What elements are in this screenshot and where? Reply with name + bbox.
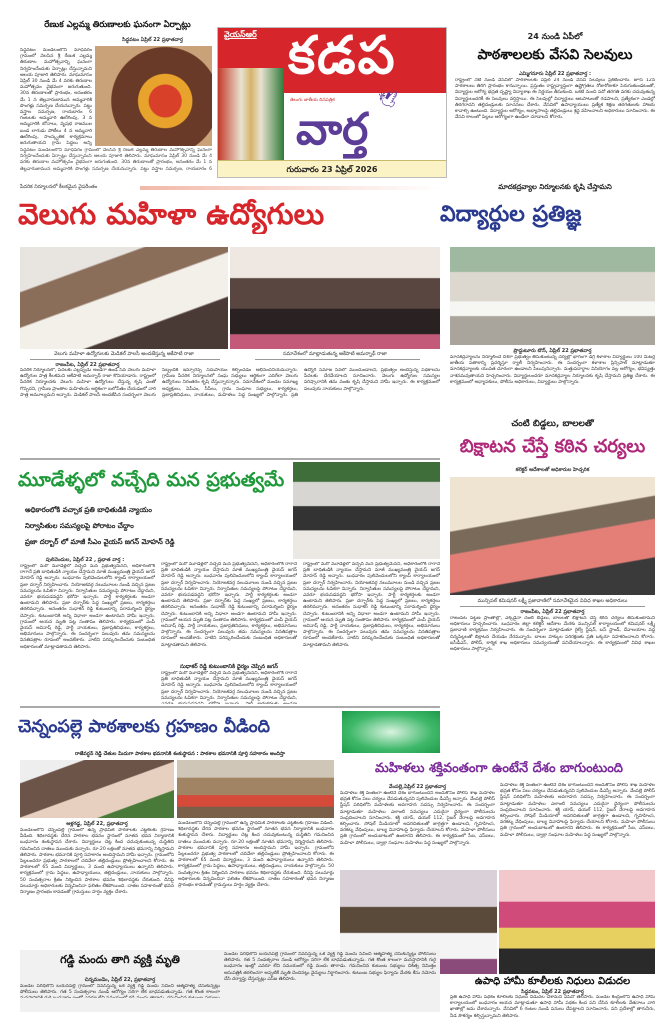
velugu-body: పేదరిక నిర్మూలనలో, పేదలకు ఎల్లప్పుడు అండగా ఉండే సేవ వెలుగు మహిళా ఉద్యోగుల పాత్ర కీలకమని ఆకేపాటి అమర్నాథ్ రాజా కొనియాడారు. రాష్ట్రంలో పేదరిక నిర్మూలనకు వెలుగు మహిళా ఉద్యోగులు చేస్తున్న కృషి ఎంతో గొప్పదని, గ్రామీణ ప్రాంతాల మహిళలను ఆర్థికంగా బలోపేతం చేయడంలో వారి పాత్ర అమూల్యమని అన్నారు. మెడికల్ పాలసీ అందజేసిన సందర్భంగా వెలుగు సిబ్బందికి ఇన్సూరెన్స్ సదుపాయం కల్పించడం అభినందనీయమన్నారు. గ్రామీణ పేదరిక నిర్మూలనలో సంఘ సభ్యులు ఆర్థికంగా ఎదిగేలా వెలుగు ఉద్యోగులు నిరంతరం కృషి చేస్తున్నారన్నారు. సమావేశంలో మండల సమాఖ్య అధ్యక్షులు, ఏపీఎం, సీసీలు, గ్రామ సంఘాల సభ్యులు, కార్యకర్తలు, ప్రజాప్రతినిధులు, నాయకులు, మహిళలు పెద్ద సంఖ్యలో పాల్గొన్నారు. ప్రతి ఉద్యోగి సమాజ సేవలో ముందుండాలని, ప్రభుత్వం అందిస్తున్న పథకాలను పేదలకు చేరవేయాలని సూచించారు. వెలుగు ఉద్యోగుల సమస్యల పరిష్కారానికి తమ వంతు కృషి చేస్తామని హామీ ఇచ్చారు. ఈ కార్యక్రమంలో పలువురు నాయకులు పాల్గొన్నారు. (20, 368, 440, 398)
dove-icon: 🕊 (378, 90, 399, 109)
women-body-col1: మహిళలు శక్తి వంతంగా ఉంటేనే దేశం బాగుంటుందని అందుకోసం పోలీస్ శాఖ మహిళల భద్రత కోసం పలు చర్యలు చేపడుతున్నదని పులివెందుల డీఎస్పీ అన్నారు. వేంపల్లె పోలీస్ స్టేషన్ పరిధిలోని మహిళలకు అవగాహన సదస్సు నిర్వహించారు. ఈ సందర్భంగా మాట్లాడుతూ మహిళలు ఎలాంటి సమస్యలు ఎదురైనా ధైర్యంగా పోలీసులను సంప్రదించాలని సూచించారు. శక్తి యాప్, డయల్ 112, సైబర్ నేరాలపై అవగాహన కల్పించారు. సోషల్ మీడియాలో అపరిచితులతో జాగ్రత్తగా ఉండాలని, గృహహింస, వరకట్న వేధింపులు, బాల్య వివాహాలపై ఫిర్యాదు చేయాలని కోరారు. మహిళా పోలీసులు ప్రతి గ్రామంలో అందుబాటులో ఉంటారని తెలిపారు. ఈ కార్యక్రమంలో సీఐ, ఎస్ఐలు, మహిళా పోలీసులు, డ్వాక్రా సంఘాల మహిళలు పెద్ద సంఖ్యలో పాల్గొన్నారు. (340, 791, 495, 846)
holidays-body: రాష్ట్రంలో నేటి నుండి వేసవిలో పాఠశాలలకు ఏప్రిల్ 24 నుండి వేసవి సెలవులు ప్రకటించారు. జూన్ 12న పాఠశాలలు తిరిగి ప్రారంభం కానున్నాయి. ప్రస్తుతం రాష్ట్రవ్యాప్తంగా ఉష్ణోగ్రతలు రోజురోజుకూ పెరుగుతుండటంతో, విద్యార్థుల ఆరోగ్య భద్రత దృష్ట్యా విద్యాశాఖ ఈ నిర్ణయం తీసుకుంది. ఒకటి నుంచి పదో తరగతి వరకు చదువుతున్న విద్యార్థులందరికీ ఈ సెలవులు వర్తిస్తాయి. ఈ సెలవుల్లో విద్యార్థులు ఆటపాటలతో గడపాలని, ప్రత్యేకంగా ఎండల్లో తిరగరాదని తల్లిదండ్రులకు సూచనలు చేశారు. వేసవిలో ఉపాధ్యాయులు ప్రత్యేక శిక్షణ తరగతులకు హాజరు కావాల్సి ఉంటుంది. విద్యార్థుల ఆరోగ్యం, అభ్యాసాలపై తల్లిదండ్రులు శ్రద్ధ వహించాలని అధికారులు సూచించారు. ఈ వేసవి కాలంలో పిల్లలు ఆరోగ్యంగా ఉండేలా చూడాలని కోరారు. (455, 78, 655, 121)
jagan-crowd-photo (293, 462, 440, 559)
jagan-body-col3: రాష్ట్రంలో మరో మూడేళ్లలో వచ్చేది మన ప్రభుత్వమేనని, అధికారంలోకి రాగానే ప్రతి బాధితుడికి న్యాయం చేస్తామని మాజీ ముఖ్యమంత్రి వైయస్ జగన్ మోహన్ రెడ్డి అన్నారు. బుధవారం పులివెందులలోని క్యాంప్ కార్యాలయంలో ప్రజా దర్బార్ నిర్వహించారు. నియోజకవర్గ నలుమూలల నుండి వచ్చిన ప్రజల సమస్యలను ఓపికగా విన్నారు. నిర్వాసితుల సమస్యలపై పోరాటం చేద్దామని, ఎవరూ భయపడవద్దని భరోసా ఇచ్చారు. పార్టీ కార్యకర్తలకు అండగా ఉంటామని తెలిపారు. ప్రజా దర్బార్‌కు పెద్ద సంఖ్యలో ప్రజలు, కార్యకర్తలు తరలివచ్చారు. అనంతరం సుధాకర్ రెడ్డి కుటుంబాన్ని పరామర్శించి ధైర్యం చెప్పారు. కుటుంబానికి అన్ని విధాలా అండగా ఉంటామని హామీ ఇచ్చారు. గ్రామంలో ఆయన మృతి పట్ల సంతాపం తెలిపారు. కార్యక్రమంలో ఎంపీ వైయస్ అవినాష్ రెడ్డి, పార్టీ నాయకులు, ప్రజాప్రతినిధులు, కార్యకర్తలు, అభిమానులు పాల్గొన్నారు. ఈ సందర్భంగా పలువురు తమ సమస్యలను వినతిపత్రాల రూపంలో అందజేశారు. వాటిని పరిష్కరించేందుకు సంబంధిత అధికారులతో మాట్లాడతామని తెలిపారు. (303, 562, 440, 648)
jagan-subhead-2: నిర్వాసితుల సమస్యలపై పోరాటం చేద్దాం (25, 522, 134, 530)
begging-caption: మున్సిపల్ కమిషనర్ లక్ష్మీ ప్రజావాణిలో సమావేశమైన వివిధ శాఖల అధికారులు (477, 598, 628, 604)
women-dateline: వేంపల్లె,ఏప్రిల్ 22 ప్రభాతవార్త (388, 784, 447, 790)
jagan-dateline: పులివెందుల, ఏప్రిల్ 22 , ప్రభాత వార్త : (45, 557, 125, 563)
renuka-body: సిద్ధవటం మండలంలోని మాధవరం గ్రామంలో వెలసిన శ్రీ రేణుక ఎల్లమ్మ తిరుణాల మహోత్సవాన్ని ఘనంగా నిర్వహించేందుకు ఏర్పాట్లు చేస్తున్నామని ఆలయ పూజారి తెలిపారు. మాఘమాసం ఏప్రిల్ 30 నుండి మే 4 వరకు తిరుణాల మహోత్సవం వైభవంగా జరుగుతుంది. 30న తిరుణాలతో ప్రారంభం, అనంతరం మే 1 న తెల్లవారుజామున అమ్మవారికి పొంగళ్లు సమర్పణ చేయనున్నారు. పట్టు వస్త్రాల సమర్పణ, రాయబారం 6 గంటలకు అమ్మవారి ఊరేగింపు, 3 న అమ్మవారికి బోనాలు, వృషభ రాజముల బండ లాగుడు పోటీలు 4 న అమ్మవారి ఊరేగింపు, సాంస్కృతిక కార్యక్రమాలు జరుగుతాయని గ్రామ పెద్దలు అన్ని (20, 48, 92, 146)
masthead-title-bottom: వార్త (296, 104, 369, 155)
velugu-caption-2: సమావేశంలో మాట్లాడుతున్న ఆకేపాటి అమర్నాథ్ రాజా (282, 351, 388, 357)
pledge-dateline: ప్రొద్దుటూరు టౌన్, ఏప్రిల్ 22 ప్రభాతవార్త (513, 348, 592, 354)
jagan-body-col2b: రాష్ట్రంలో మరో మూడేళ్లలో వచ్చేది మన ప్రభుత్వమేనని, అధికారంలోకి రాగానే ప్రతి బాధితుడికి న్యాయం చేస్తామని మాజీ ముఖ్యమంత్రి వైయస్ జగన్ మోహన్ రెడ్డి అన్నారు. బుధవారం పులివెందులలోని క్యాంప్ కార్యాలయంలో ప్రజా దర్బార్ నిర్వహించారు. నియోజకవర్గ నలుమూలల నుండి వచ్చిన ప్రజల సమస్యలను ఓపికగా విన్నారు. నిర్వాసితుల సమస్యలపై పోరాటం చేద్దామని, (161, 671, 297, 701)
gaddi-headline: గడ్డి మందు తాగి వ్యక్తి మృతి (60, 953, 180, 966)
renuka-temple-photo (95, 46, 212, 146)
upadhi-dateline: సిద్ధవటం, ఏప్రిల్ 22 ప్రభాతవార్త (521, 989, 584, 995)
women-photo-2 (499, 870, 655, 974)
divider (30, 359, 220, 360)
masthead (217, 27, 447, 178)
chennampalle-photo-2 (177, 760, 334, 818)
begging-body: రాజంపేట పట్టణ ప్రాంతాల్లో, ఎక్కడైనా చంటి బిడ్డలు, బాలలతో బిక్షాటన చేస్తే కఠిన చర్యలు తీసుకుంటామని అధికారులు హెచ్చరించారు. బుధవారం జిల్లా కలెక్టర్ ఆదేశాల మేరకు మున్సిపల్ కార్యాలయంలో కమిషనర్ లక్ష్మీ ప్రజావాణి కార్యక్రమం నిర్వహించారు. ఈ సందర్భంగా మాట్లాడుతూ రైల్వే స్టేషన్, బస్ స్టాండ్, దేవాలయాల వద్ద చిన్నపిల్లలతో బిక్షాటన చేయడం నేరమన్నారు. బాలల హక్కుల పరిరక్షణకు ప్రతి ఒక్కరూ సహకరించాలని కోరారు. ఐసీడీఎస్, పోలీస్, కార్మిక శాఖ అధికారులు సమన్వయంతో పనిచేయాలన్నారు. ఈ కార్యక్రమంలో వివిధ శాఖల అధికారులు పాల్గొన్నారు. (450, 616, 655, 653)
velugu-headline: వెలుగు మహిళా ఉద్యోగులు (18, 197, 325, 231)
velugu-dateline: రాజంపేట, ఏప్రిల్ 22 ప్రభాతవార్త (55, 362, 120, 368)
chennampalle-photo-1 (20, 760, 174, 818)
chennampalle-subhead: రాజేవర్ధన్ రెడ్డి చేతుల మీదుగా పాఠశాల భవనానికి శంకుస్థాపన : పాఠశాల భవనానికి పూర్తి సహకారం అందిస్తా (74, 751, 286, 757)
jagan-inner-subhead: సుధాకర్ రెడ్డి కుటుంబానికి ధైర్యం చెప్పిన జగన్ (179, 664, 279, 670)
kicker-rule (140, 186, 440, 190)
pledge-headline: విద్యార్థుల ప్రతిజ్ఞ (440, 202, 582, 227)
chennampalle-dateline: ఆళ్లగడ్డ, ఏప్రిల్ 22, ప్రభాతవార్త (66, 821, 128, 827)
begging-headline: బిక్షాటన చేస్తే కఠిన చర్యలు (459, 436, 646, 457)
upadhi-headline: ఉపాధి హామీ కూలీలకు నిధులు విడుదల (474, 976, 631, 987)
jagan-subhead-1: అధికారంలోకి వచ్చాక ప్రతి బాధితుడికి న్యాయం (25, 506, 152, 514)
jagan-body-col2: రాష్ట్రంలో మరో మూడేళ్లలో వచ్చేది మన ప్రభుత్వమేనని, అధికారంలోకి రాగానే ప్రతి బాధితుడికి న్యాయం చేస్తామని మాజీ ముఖ్యమంత్రి వైయస్ జగన్ మోహన్ రెడ్డి అన్నారు. బుధవారం పులివెందులలోని క్యాంప్ కార్యాలయంలో ప్రజా దర్బార్ నిర్వహించారు. నియోజకవర్గ నలుమూలల నుండి వచ్చిన ప్రజల సమస్యలను ఓపికగా విన్నారు. నిర్వాసితుల సమస్యలపై పోరాటం చేద్దామని, ఎవరూ భయపడవద్దని భరోసా ఇచ్చారు. పార్టీ కార్యకర్తలకు అండగా ఉంటామని తెలిపారు. ప్రజా దర్బార్‌కు పెద్ద సంఖ్యలో ప్రజలు, కార్యకర్తలు తరలివచ్చారు. అనంతరం సుధాకర్ రెడ్డి కుటుంబాన్ని పరామర్శించి ధైర్యం చెప్పారు. కుటుంబానికి అన్ని విధాలా అండగా ఉంటామని హామీ ఇచ్చారు. గ్రామంలో ఆయన మృతి పట్ల సంతాపం తెలిపారు. కార్యక్రమంలో ఎంపీ వైయస్ అవినాష్ రెడ్డి, పార్టీ నాయకులు, ప్రజాప్రతినిధులు, కార్యకర్తలు, అభిమానులు పాల్గొన్నారు. ఈ సందర్భంగా పలువురు తమ సమస్యలను వినతిపత్రాల రూపంలో అందజేశారు. వాటిని పరిష్కరించేందుకు సంబంధిత అధికారులతో మాట్లాడతామని తెలిపారు. (161, 562, 297, 648)
holidays-dateline: ఎమ్మిగనూరు ఏప్రిల్ 22 ప్రభాతవార్త : (518, 71, 592, 77)
pledge-kicker: మాదకద్రవ్యాల నిర్మూలనకు కృషి చేస్తామని (498, 183, 612, 191)
velugu-photo-2 (230, 247, 440, 349)
masthead-tagline: తెలుగు జాతీయ దినపత్రిక (290, 98, 335, 103)
jagan-headline: మూడేళ్ళలో వచ్చేది మన ప్రభుత్వమే (18, 469, 285, 491)
issue-date: గురువారం 23 ఏప్రిల్ 2026 (218, 160, 446, 177)
pledge-body: మాదకద్రవ్యాలను నిర్మూలించే దిశగా ప్రభుత్వం తీసుకుంటున్న చర్యల్లో భాగంగా డిగ్రీ కళాశాల విద్యార్థులు 100 మీటర్ల జాతీయ పతాకాన్ని ప్రదర్శిస్తూ ర్యాలీ నిర్వహించారు. ఈ సందర్భంగా కళాశాల ప్రిన్సిపాల్ మాట్లాడుతూ మాదకద్రవ్యాలకు యువత దూరంగా ఉండాలని పిలుపునిచ్చారు. మత్తుపదార్థాల వినియోగం వల్ల ఆరోగ్యం, భవిష్యత్తు నాశనమవుతాయని హెచ్చరించారు. విద్యార్థులందరూ మాదకద్రవ్యాల నిర్మూలనకు కృషి చేస్తామని ప్రతిజ్ఞ చేశారు. ఈ కార్యక్రమంలో అధ్యాపకులు, పోలీసు అధికారులు, విద్యార్థులు పాల్గొన్నారు. (450, 355, 655, 385)
divider (20, 458, 440, 460)
begging-subhead: కలెక్టర్ ఆదేశాలతో అధికారుల హెచ్చరిక (515, 467, 590, 473)
begging-dateline: రాజంపేట, ఏప్రిల్ 22 ప్రభాతవార్త (520, 609, 585, 615)
velugu-photo-1 (20, 247, 228, 349)
renuka-headline: రేణుక ఎల్లమ్మ తిరుణాలకు ఘనంగా ఏర్పాట్లు (44, 20, 191, 30)
velugu-kicker: పేదరిక నిర్మూలనలో కీలకమైన వైపరీంతం (20, 184, 98, 190)
renuka-body-continued: సిద్ధవటం మండలంలోని మాధవరం గ్రామంలో వెలసిన శ్రీ రేణుక ఎల్లమ్మ తిరుణాల మహోత్సవాన్ని ఘనంగా నిర్వహించేందుకు ఏర్పాట్లు చేస్తున్నామని ఆలయ పూజారి తెలిపారు. మాఘమాసం ఏప్రిల్ 30 నుండి మే 4 వరకు తిరుణాల మహోత్సవం వైభవంగా జరుగుతుంది. 30న తిరుణాలతో ప్రారంభం, అనంతరం మే 1 న తెల్లవారుజామున అమ్మవారికి పొంగళ్లు సమర్పణ చేయనున్నారు. పట్టు వస్త్రాల సమర్పణ, రాయబారం 6 (20, 148, 212, 172)
holidays-headline: పాఠశాలలకు వేసవి సెలవులు (477, 47, 633, 63)
chennampalle-body-col1: మండలంలోని చెన్నంపల్లె గ్రామంలో ఉన్న ప్రాథమిక పాఠశాలకు ఎట్టకేలకు గ్రహణం వీడింది. శిథిలావస్థకు చేరిన పాఠశాల భవనం స్థానంలో నూతన భవన నిర్మాణానికి బుధవారం శంకుస్థాపన చేశారు. విద్యార్థులు చెట్ల కింద చదువుకుంటున్న దుస్థితిని గమనించిన దాతలు ముందుకు వచ్చారు. రూ.20 లక్షలతో నూతన భవనాన్ని నిర్మిస్తామని తెలిపారు. పాఠశాల భవనానికి పూర్తి సహకారం అందిస్తామని హామీ ఇచ్చారు. గ్రామంలోని పిల్లలందరూ ప్రభుత్వ పాఠశాలలో చదివేలా తల్లిదండ్రులు ప్రోత్సహించాలని కోరారు. ఈ పాఠశాలలో 65 మంది విద్యార్థులు, 3 మంది ఉపాధ్యాయులు ఉన్నారని తెలిపారు. కార్యక్రమంలో గ్రామ పెద్దలు, ఉపాధ్యాయులు, తల్లిదండ్రులు, నాయకులు పాల్గొన్నారు. 50 సంవత్సరాల క్రితం నిర్మించిన పాఠశాల భవనం శిథిలావస్థకు చేరుకుంది. దీనిపై పలుమార్లు అధికారులకు విన్నవించినా ఫలితం లేకపోయింది. దాతల సహకారంతో భవన నిర్మాణం ప్రారంభం కావడంతో గ్రామస్తులు హర్షం వ్యక్తం చేశారు. (20, 828, 174, 896)
divider (255, 359, 420, 360)
divider (460, 606, 645, 607)
women-body-col2: మహిళలు శక్తి వంతంగా ఉంటేనే దేశం బాగుంటుందని అందుకోసం పోలీస్ శాఖ మహిళల భద్రత కోసం పలు చర్యలు చేపడుతున్నదని పులివెందుల డీఎస్పీ అన్నారు. వేంపల్లె పోలీస్ స్టేషన్ పరిధిలోని మహిళలకు అవగాహన సదస్సు నిర్వహించారు. ఈ సందర్భంగా మాట్లాడుతూ మహిళలు ఎలాంటి సమస్యలు ఎదురైనా ధైర్యంగా పోలీసులను సంప్రదించాలని సూచించారు. శక్తి యాప్, డయల్ 112, సైబర్ నేరాలపై అవగాహన కల్పించారు. సోషల్ మీడియాలో అపరిచితులతో జాగ్రత్తగా ఉండాలని, గృహహింస, వరకట్న వేధింపులు, బాల్య వివాహాలపై ఫిర్యాదు చేయాలని కోరారు. మహిళా పోలీసులు ప్రతి గ్రామంలో అందుబాటులో ఉంటారని తెలిపారు. ఈ కార్యక్రమంలో సీఐ, ఎస్ఐలు, మహిళా పోలీసులు, డ్వాక్రా సంఘాల మహిళలు పెద్ద సంఖ్యలో పాల్గొన్నారు. (500, 783, 655, 838)
holidays-kicker: 24 నుండి ఏపీలో (527, 32, 583, 41)
velugu-caption-1: వెలుగు మహిళా ఉద్యోగులకు మెడికల్ పాలసీ అందజేస్తున్న ఆకేపాటి రాజా (54, 351, 194, 357)
pledge-rally-photo (450, 247, 655, 345)
divider (20, 706, 440, 708)
gaddi-body-col1: మండల పరిధిలోని బయనపల్లె గ్రామంలో నివసిస్తున్న ఒక వ్యక్తి గడ్డి మందు సేవించి ఆత్మహత్య చేసుకున్నట్లు పోలీసులు తెలిపారు. గత 5 సంవత్సరాల నుండి ఆరోగ్యం సరిగా లేక బాధపడుతున్నాడు. గత కొంత కాలంగా (20, 984, 220, 996)
chennampalle-headline: చెన్నంపల్లె పాఠశాలకు గ్రహణం వీడింది (18, 717, 270, 737)
gaddi-dateline: చిన్నమండెం, ఏప్రిల్ 22, ప్రభాతవార్త (84, 977, 156, 983)
chennampalle-body-col2: మండలంలోని చెన్నంపల్లె గ్రామంలో ఉన్న ప్రాథమిక పాఠశాలకు ఎట్టకేలకు గ్రహణం వీడింది. శిథిలావస్థకు చేరిన పాఠశాల భవనం స్థానంలో నూతన భవన నిర్మాణానికి బుధవారం శంకుస్థాపన చేశారు. విద్యార్థులు చెట్ల కింద చదువుకుంటున్న దుస్థితిని గమనించిన దాతలు ముందుకు వచ్చారు. రూ.20 లక్షలతో నూతన భవనాన్ని నిర్మిస్తామని తెలిపారు. పాఠశాల భవనానికి పూర్తి సహకారం అందిస్తామని హామీ ఇచ్చారు. గ్రామంలోని పిల్లలందరూ ప్రభుత్వ పాఠశాలలో చదివేలా తల్లిదండ్రులు ప్రోత్సహించాలని కోరారు. ఈ పాఠశాలలో 65 మంది విద్యార్థులు, 3 మంది ఉపాధ్యాయులు ఉన్నారని తెలిపారు. కార్యక్రమంలో గ్రామ పెద్దలు, ఉపాధ్యాయులు, తల్లిదండ్రులు, నాయకులు పాల్గొన్నారు. 50 సంవత్సరాల క్రితం నిర్మించిన పాఠశాల భవనం శిథిలావస్థకు చేరుకుంది. దీనిపై పలుమార్లు అధికారులకు విన్నవించినా ఫలితం లేకపోయింది. దాతల సహకారంతో భవన నిర్మాణం ప్రారంభం కావడంతో గ్రామస్తులు హర్షం వ్యక్తం చేశారు. (178, 821, 334, 889)
begging-kicker: చంటి బిడ్డలు, బాలలతో (511, 419, 594, 429)
jagan-subhead-3: ప్రజా దర్బార్ లో మాజీ సీఎం వైయస్ జగన్ మోహన్ రెడ్డి (25, 538, 175, 546)
jagan-body-col1: రాష్ట్రంలో మరో మూడేళ్లలో వచ్చేది మన ప్రభుత్వమేనని, అధికారంలోకి రాగానే ప్రతి బాధితుడికి న్యాయం చేస్తామని మాజీ ముఖ్యమంత్రి వైయస్ జగన్ మోహన్ రెడ్డి అన్నారు. బుధవారం పులివెందులలోని క్యాంప్ కార్యాలయంలో ప్రజా దర్బార్ నిర్వహించారు. నియోజకవర్గ నలుమూలల నుండి వచ్చిన ప్రజల సమస్యలను ఓపికగా విన్నారు. నిర్వాసితుల సమస్యలపై పోరాటం చేద్దామని, ఎవరూ భయపడవద్దని భరోసా ఇచ్చారు. పార్టీ కార్యకర్తలకు అండగా ఉంటామని తెలిపారు. ప్రజా దర్బార్‌కు పెద్ద సంఖ్యలో ప్రజలు, కార్యకర్తలు తరలివచ్చారు. అనంతరం సుధాకర్ రెడ్డి కుటుంబాన్ని పరామర్శించి ధైర్యం చెప్పారు. కుటుంబానికి అన్ని విధాలా అండగా ఉంటామని హామీ ఇచ్చారు. గ్రామంలో ఆయన మృతి పట్ల సంతాపం తెలిపారు. కార్యక్రమంలో ఎంపీ వైయస్ అవినాష్ రెడ్డి, పార్టీ నాయకులు, ప్రజాప్రతినిధులు, కార్యకర్తలు, అభిమానులు పాల్గొన్నారు. ఈ సందర్భంగా పలువురు తమ సమస్యలను వినతిపత్రాల రూపంలో అందజేశారు. వాటిని పరిష్కరించేందుకు సంబంధిత అధికారులతో మాట్లాడతామని తెలిపారు. (20, 564, 155, 650)
deity-photo (218, 68, 284, 160)
upadhi-body: ప్రతి ఉపాధి హామీ పథకం కూలీలకు నిధులు విడుదల చేశామని ఏపీవో తెలిపారు. మండల కేంద్రంలోని ఉపాధి హామీ కార్యాలయంలో బుధవారం ఆయన మాట్లాడుతూ ఉపాధి హామీ పథకం కింద పని చేసిన కూలీలకు వేతనాలు వారి ఖాతాల్లో జమ చేశామన్నారు. వేసవిలో 6 గంటల నుండి పనులు చేపట్టాలని సూచించారు. పని ప్రదేశాల్లో తాగునీరు, నీడ సౌకర్యం కల్పిస్తున్నామని తెలిపారు. (450, 995, 655, 1019)
begging-meeting-photo (450, 477, 655, 595)
women-headline: మహిళలు శక్తివంతంగా ఉంటేనే దేశం బాగుంటుంది (375, 761, 623, 776)
green-ad-box (342, 711, 440, 753)
masthead-brand-small: వైయస్ఆర్ (224, 30, 257, 39)
masthead-title-top: కడప (288, 26, 397, 86)
renuka-dateline: సిద్ధవటం ఏప్రిల్ 22 ప్రభాతవార్త (122, 37, 183, 43)
gaddi-body-col2: మండల పరిధిలోని బయనపల్లె గ్రామంలో నివసిస్తున్న ఒక వ్యక్తి గడ్డి మందు సేవించి ఆత్మహత్య చేసుకున్నట్లు పోలీసులు తెలిపారు. గత 5 సంవత్సరాల నుండి ఆరోగ్యం సరిగా లేక బాధపడుతున్నాడు. గత కొంత కాలంగా మనస్తాపానికి గురై బుధవారం ఇంట్లో ఎవరూ లేని సమయంలో గడ్డి మందు తాగాడు. గమనించిన కుటుంబ సభ్యులు చికిత్స నిమిత్తం ఆసుపత్రికి తరలించగా అప్పటికే మృతి చెందినట్లు వైద్యులు నిర్ధారించారు. కుటుంబ సభ్యుల ఫిర్యాదు మేరకు కేసు నమోదు చేసి దర్యాప్తు చేస్తున్నట్లు ఎస్ఐ తెలిపారు. (224, 952, 436, 982)
